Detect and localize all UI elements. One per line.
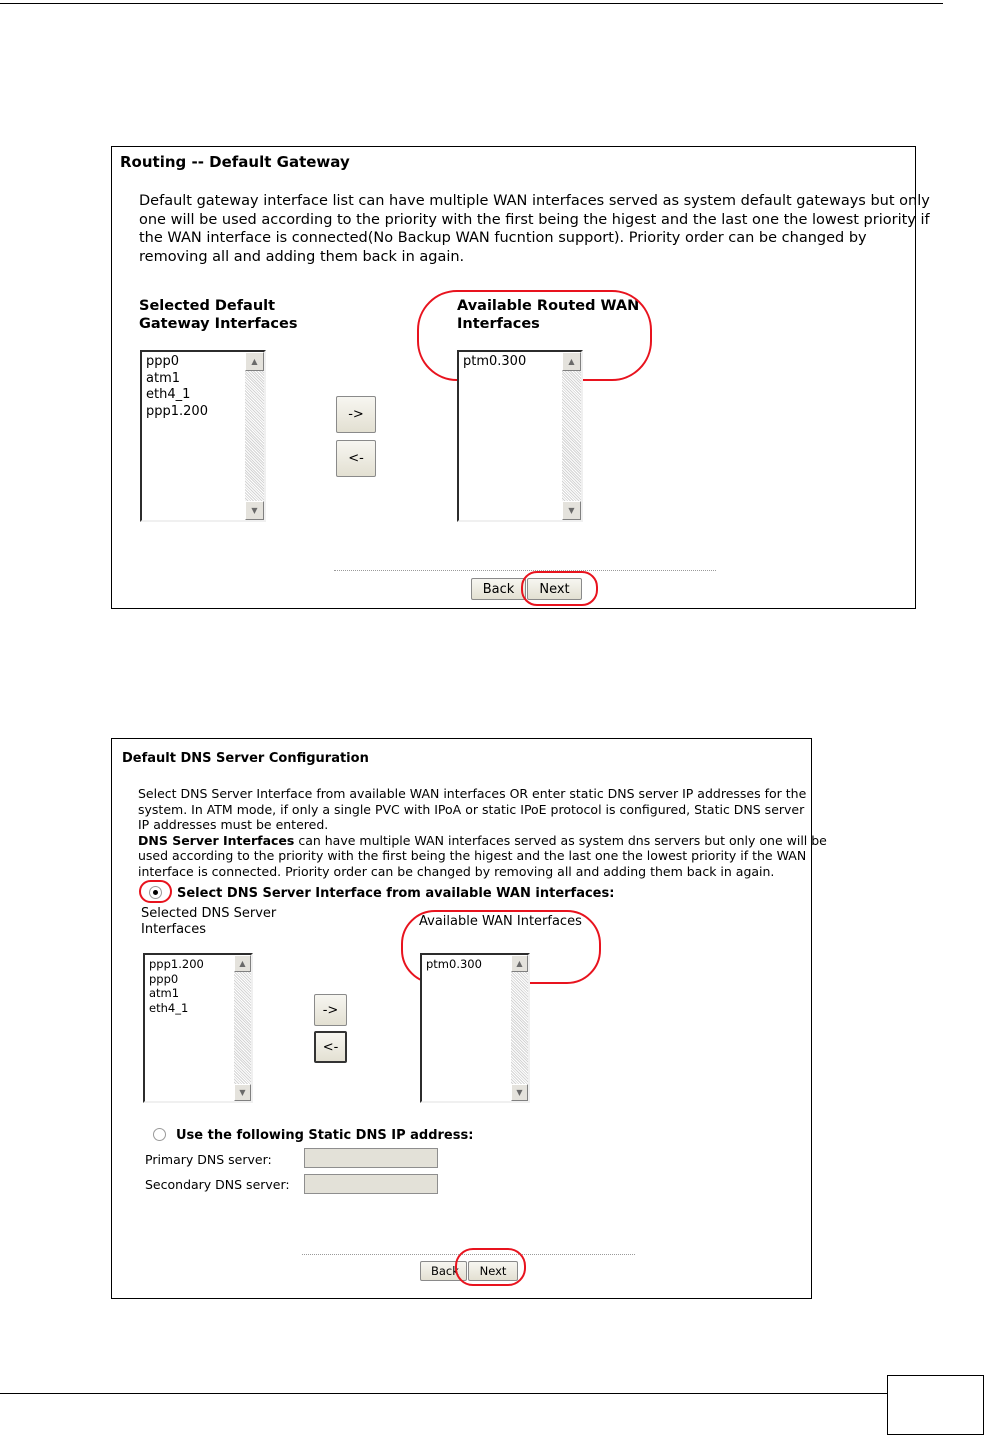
remove-from-selected-button[interactable]: <- xyxy=(336,440,376,477)
highlight-next-button xyxy=(521,571,598,606)
scroll-down-icon[interactable]: ▼ xyxy=(511,1084,528,1101)
radio-static-dns[interactable] xyxy=(153,1128,166,1141)
highlight-radio xyxy=(139,880,172,903)
scroll-up-icon[interactable]: ▲ xyxy=(234,955,251,972)
list-item[interactable]: ppp1.200 xyxy=(149,957,204,971)
dns-config-panel xyxy=(111,738,827,1299)
add-to-selected-button[interactable]: -> xyxy=(336,396,376,433)
divider xyxy=(334,570,716,571)
scroll-up-icon[interactable]: ▲ xyxy=(245,352,264,371)
available-wan-list[interactable] xyxy=(420,953,530,1103)
back-button[interactable]: Back xyxy=(420,1261,467,1281)
list-item[interactable]: ppp0 xyxy=(149,971,179,986)
available-wan-label: Available Routed WAN Interfaces xyxy=(457,298,640,332)
page-number-box xyxy=(887,1375,984,1435)
scroll-up-icon[interactable]: ▲ xyxy=(511,955,528,972)
scroll-down-icon[interactable]: ▼ xyxy=(245,501,264,520)
list-item[interactable]: ptm0.300 xyxy=(463,354,527,369)
list-item[interactable]: ppp0 xyxy=(146,354,180,369)
selected-dns-label: Selected DNS Server Interfaces xyxy=(141,906,277,937)
highlight-next-button xyxy=(455,1248,526,1286)
scrollbar[interactable] xyxy=(562,352,581,520)
back-button[interactable]: Back xyxy=(471,578,526,600)
available-wan-label: Available WAN Interfaces xyxy=(419,914,582,929)
list-item[interactable]: ppp1.200 xyxy=(146,403,208,419)
scroll-down-icon[interactable]: ▼ xyxy=(234,1084,251,1101)
remove-from-selected-button[interactable]: <- xyxy=(314,1031,347,1063)
radio-select-interface-label[interactable]: Select DNS Server Interface from available WAN interfaces: xyxy=(177,886,615,901)
next-button[interactable]: Next xyxy=(468,1261,518,1281)
list-item[interactable]: atm1 xyxy=(149,986,180,1000)
list-item[interactable]: ptm0.300 xyxy=(426,957,482,971)
gateway-description: Default gateway interface list can have multiple WAN interfaces served as system default gateways but only one will be used according to the priority with the first being the higest and the last one the lowest priority if the WAN interface is connected(No Backup WAN fucntion support). Priority order can be changed by removing all and adding them back in again. xyxy=(139,193,930,265)
primary-dns-input[interactable] xyxy=(304,1148,438,1168)
add-to-selected-button[interactable]: -> xyxy=(314,994,347,1026)
scroll-down-icon[interactable]: ▼ xyxy=(562,501,581,520)
default-gateway-panel xyxy=(111,146,930,609)
primary-dns-label: Primary DNS server: xyxy=(145,1152,272,1167)
list-item[interactable]: atm1 xyxy=(146,370,180,386)
secondary-dns-label: Secondary DNS server: xyxy=(145,1177,290,1192)
available-wan-list[interactable] xyxy=(457,350,583,522)
list-item[interactable]: eth4_1 xyxy=(146,387,191,402)
selected-gateway-label: Selected Default Gateway Interfaces xyxy=(139,298,298,332)
scrollbar[interactable] xyxy=(245,352,264,520)
selected-dns-list[interactable] xyxy=(143,953,253,1103)
panel-title: Default DNS Server Configuration xyxy=(122,751,369,766)
scroll-up-icon[interactable]: ▲ xyxy=(562,352,581,371)
next-button[interactable]: Next xyxy=(527,578,582,600)
panel-title: Routing -- Default Gateway xyxy=(120,153,350,171)
secondary-dns-input[interactable] xyxy=(304,1174,438,1194)
header-rule xyxy=(0,3,943,4)
list-item[interactable]: eth4_1 xyxy=(149,1000,189,1015)
scrollbar[interactable] xyxy=(234,955,251,1101)
selected-gateway-list[interactable] xyxy=(140,350,266,522)
dns-description: Select DNS Server Interface from available WAN interfaces OR enter static DNS server IP addresses for the system. In ATM mode, if only a single PVC with IPoA or static IPoE protocol is configured, Static DNS server IP addresses must be entered. DNS Server Interfaces can have multiple WAN interfaces served as system dns servers but only one will be used according to the priority with the first being the higest and the last one the lowest priority if the WAN interface is connected. Priority order can be changed by removing all and adding them back in again. xyxy=(138,786,827,879)
scrollbar[interactable] xyxy=(511,955,528,1101)
footer-rule xyxy=(0,1393,887,1394)
radio-static-dns-label[interactable]: Use the following Static DNS IP address: xyxy=(176,1128,474,1143)
